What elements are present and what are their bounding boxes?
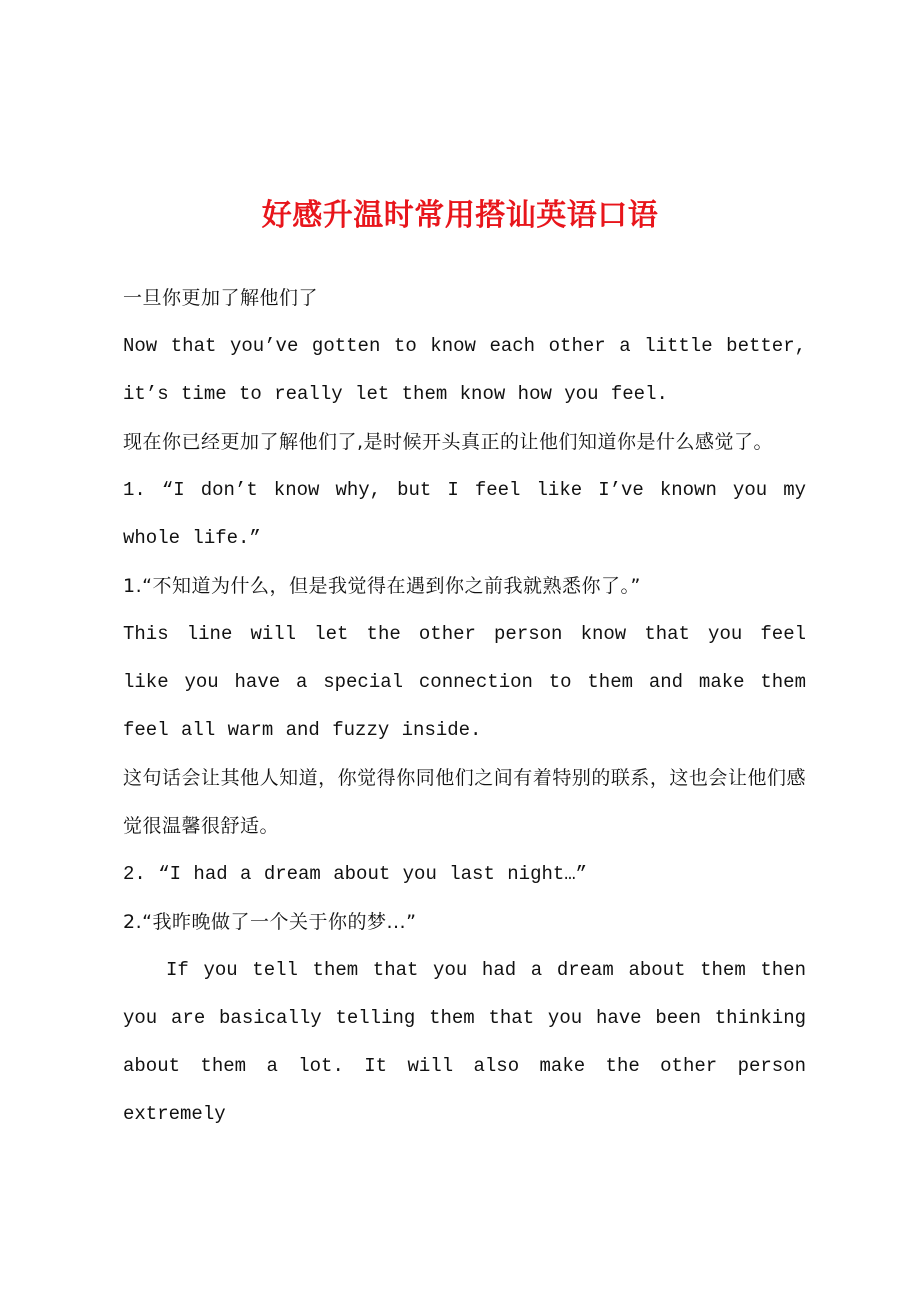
paragraph-1-chinese: 一旦你更加了解他们了 (123, 287, 319, 309)
line-1-english: 1. “I don’t know why, but I feel like I’ve known you my whole life.” (123, 479, 806, 549)
document-body (123, 274, 806, 1138)
line-2-explanation-english: If you tell them that you had a dream about them then you are basically telling them that you have been thinking about them a lot. It will also make the other person extremely (123, 959, 806, 1125)
paragraph-3-chinese: 现在你已经更加了解他们了,是时候开头真正的让他们知道你是什么感觉了。 (123, 431, 774, 453)
line-1-chinese: 1.“不知道为什么，但是我觉得在遇到你之前我就熟悉你了。” (123, 575, 641, 597)
line-1-explanation-chinese: 这句话会让其他人知道，你觉得你同他们之间有着特别的联系，这也会让他们感觉很温馨很舒适。 (123, 767, 806, 837)
line-1-explanation-english: This line will let the other person know that you feel like you have a special connection to them and make them feel all warm and fuzzy inside. (123, 623, 806, 741)
document-title: 好感升温时常用搭讪英语口语 (261, 198, 659, 233)
line-2-chinese: 2.“我昨晚做了一个关于你的梦...” (123, 911, 417, 933)
line-2-english: 2. “I had a dream about you last night…” (123, 863, 588, 885)
paragraph-2-english: Now that you’ve gotten to know each other a little better, it’s time to really let them know how you feel. (123, 335, 806, 405)
